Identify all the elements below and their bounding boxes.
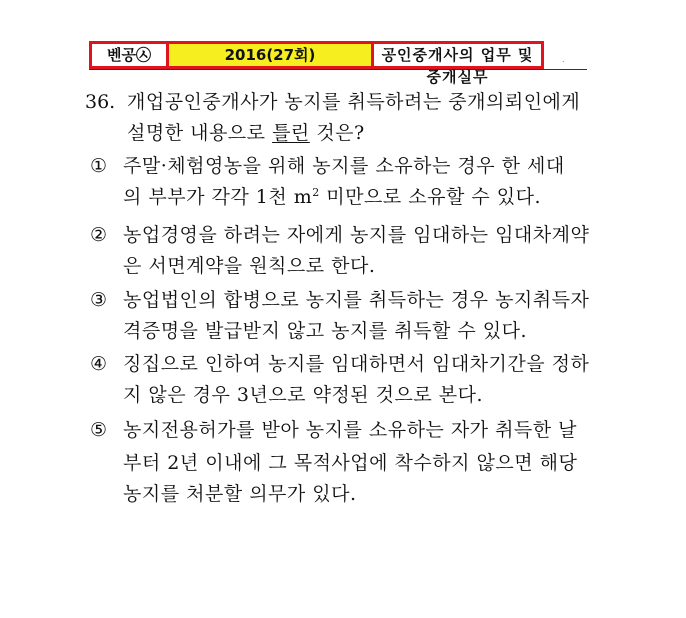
option-4-number: ④ [90,353,108,375]
option-3-line-2: 격증명을 발급받지 않고 농지를 취득할 수 있다. [123,320,528,342]
exam-year-label: 2016(27회) [169,44,374,66]
option-1-line-2 [123,185,541,209]
question-text-line-1: 개업공인중개사가 농지를 취득하려는 중개의뢰인에게 [127,91,581,113]
option-1-number: ① [90,155,108,177]
option-2-number: ② [90,224,108,246]
option-1-text-part: 의 부부가 각각 1천 m [123,186,313,208]
question-text-line-2 [127,121,365,145]
option-2-line-2: 은 서면계약을 원칙으로 한다. [123,255,376,277]
header-bar [89,41,544,86]
option-3-line-1: 농업법인의 합병으로 농지를 취득하는 경우 농지취득자 [123,289,590,311]
question-text-part: 것은? [309,122,365,144]
option-5-line-1: 농지전용허가를 받아 농지를 소유하는 자가 취득한 날 [123,419,578,441]
option-2-line-1: 농업경영을 하려는 자에게 농지를 임대하는 임대차계약 [123,224,590,246]
question-text-part: 설명한 내용으로 [127,122,273,144]
source-badge: 벤공㉦ [92,44,169,66]
option-5-line-3: 농지를 처분할 의무가 있다. [123,483,357,505]
header-rule [89,69,587,70]
option-3-number: ③ [90,289,108,311]
question-emphasis-wrong: 틀린 [272,122,310,144]
header-dots: . [562,55,565,64]
option-5-number: ⑤ [90,419,108,441]
subject-title: 공인중개사의 업무 및 중개실무 [381,46,534,86]
option-4-line-2: 지 않은 경우 3년으로 약정된 것으로 본다. [123,384,484,406]
option-1-superscript: 2 [312,186,320,199]
question-number: 36. [85,91,116,113]
option-1-text-part: 미만으로 소유할 수 있다. [319,186,541,208]
option-4-line-1: 징집으로 인하여 농지를 임대하면서 임대차기간을 정하 [123,353,590,375]
option-5-line-2: 부터 2년 이내에 그 목적사업에 착수하지 않으면 해당 [123,452,578,474]
option-1-line-1: 주말·체험영농을 위해 농지를 소유하는 경우 한 세대 [123,155,565,177]
